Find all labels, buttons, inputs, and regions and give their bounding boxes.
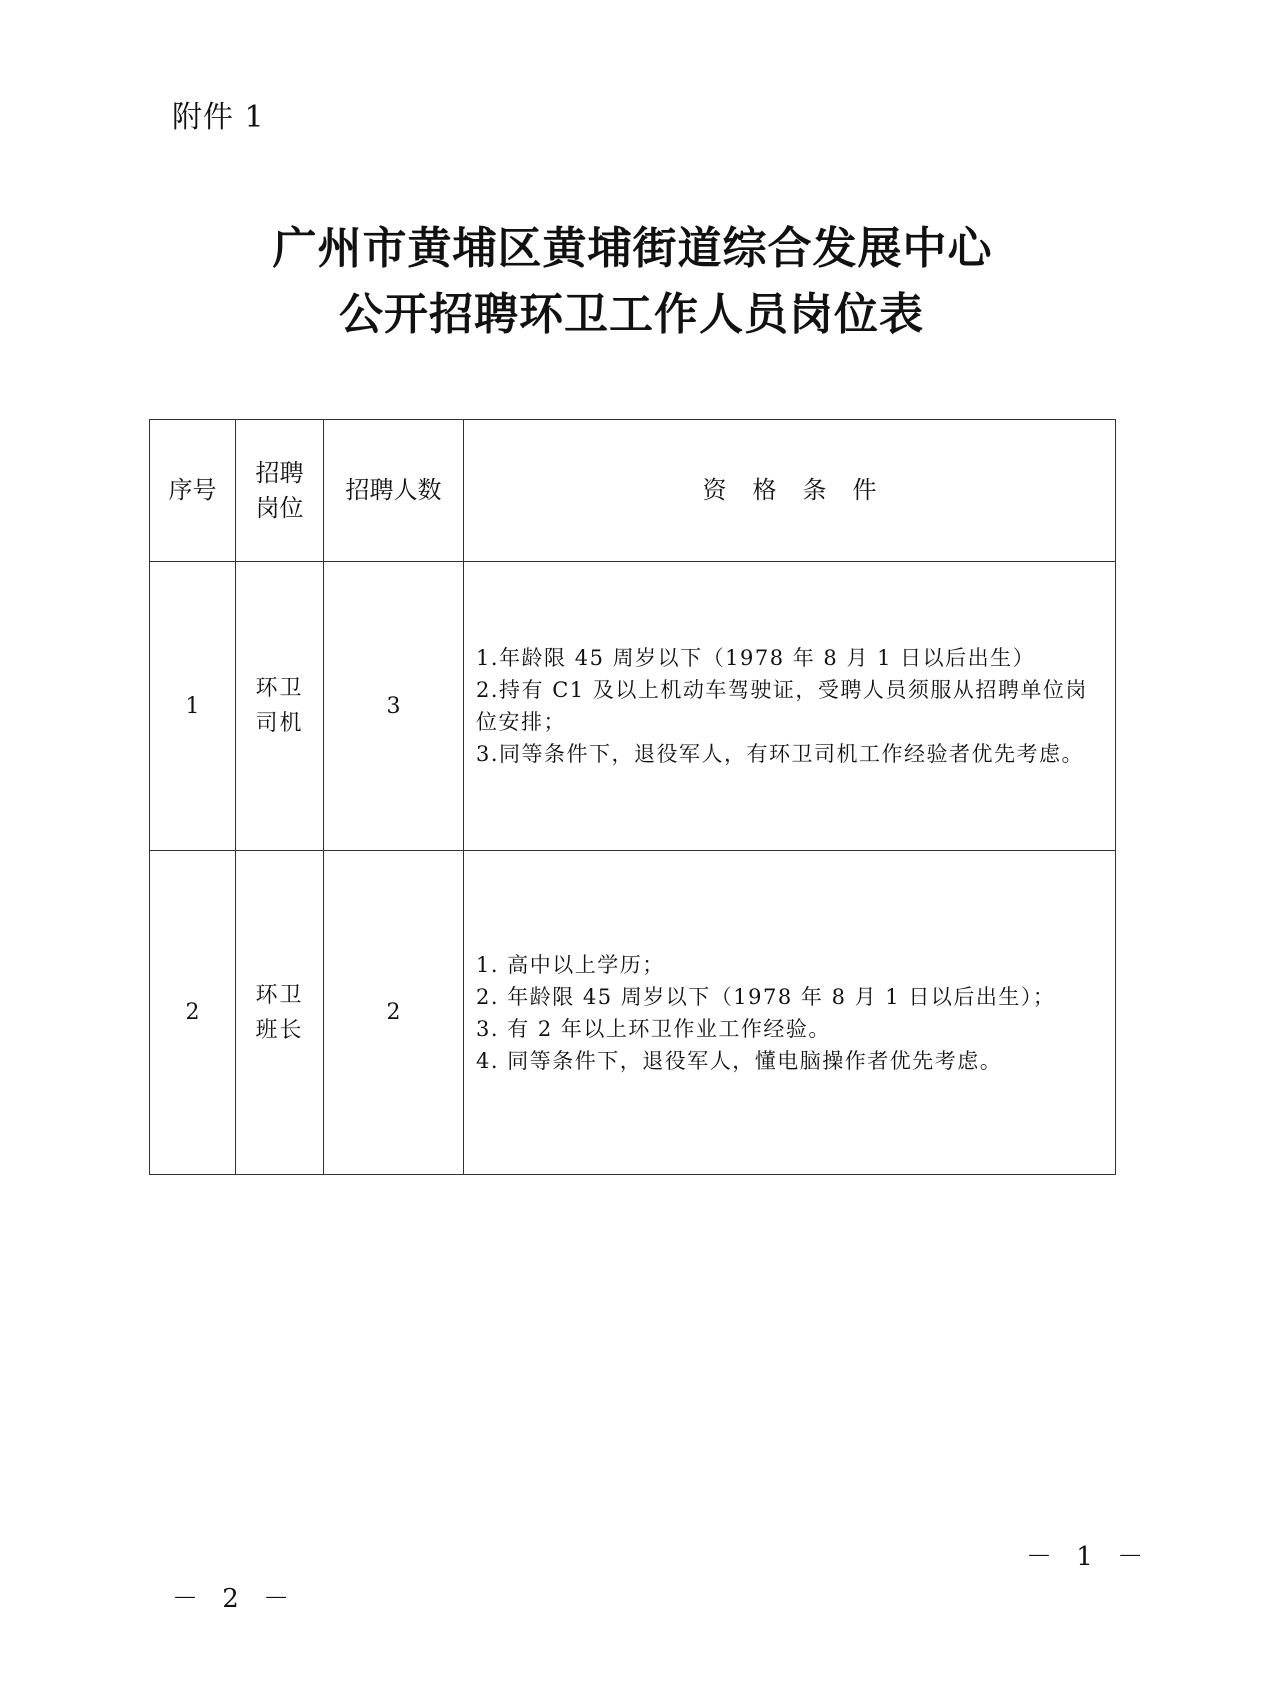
attachment-text: 附件 xyxy=(172,100,234,135)
qualification-item: 3.同等条件下，退役军人，有环卫司机工作经验者优先考虑。 xyxy=(476,742,1085,766)
qualification-item: 2. 年龄限 45 周岁以下（1978 年 8 月 1 日以后出生）； xyxy=(476,984,1056,1009)
row-index: 2 xyxy=(150,851,236,1175)
header-position-line-1: 招聘 xyxy=(255,458,304,487)
positions-table xyxy=(149,419,1116,1175)
qualification-item: 3. 有 2 年以上环卫作业工作经验。 xyxy=(476,1016,831,1041)
row-position-line-1: 环卫 xyxy=(255,982,304,1008)
document-title-line-2: 公开招聘环卫工作人员岗位表 xyxy=(339,289,924,340)
header-position-line-2: 岗位 xyxy=(255,493,304,522)
table-header-row xyxy=(150,420,1116,562)
qualification-item: 4. 同等条件下，退役军人，懂电脑操作者优先考虑。 xyxy=(476,1048,1003,1073)
page-number-left: － 2 － xyxy=(172,1584,298,1614)
header-index: 序号 xyxy=(150,420,236,562)
header-qualifications: 资格条件 xyxy=(464,420,1116,562)
row-position xyxy=(236,851,324,1175)
row-index: 1 xyxy=(150,562,236,851)
header-count: 招聘人数 xyxy=(324,420,464,562)
page-number-right: － 1 － xyxy=(1026,1542,1152,1572)
table-row xyxy=(150,562,1116,851)
qualification-item: 2.持有 C1 及以上机动车驾驶证，受聘人员须服从招聘单位岗位安排； xyxy=(476,678,1088,734)
attachment-label xyxy=(172,92,265,136)
row-qualifications xyxy=(464,851,1116,1175)
row-count: 2 xyxy=(324,851,464,1175)
row-position-line-2: 司机 xyxy=(255,711,304,736)
row-qualifications xyxy=(464,562,1116,851)
header-position xyxy=(236,420,324,562)
qualification-item: 1. 高中以上学历； xyxy=(476,952,665,977)
table-row xyxy=(150,851,1116,1175)
row-position-line-2: 班长 xyxy=(255,1017,304,1043)
attachment-number: 1 xyxy=(244,100,265,135)
row-position xyxy=(236,562,324,851)
document-title-line-1: 广州市黄埔区黄埔街道综合发展中心 xyxy=(272,223,993,274)
qualification-item: 1.年龄限 45 周岁以下（1978 年 8 月 1 日以后出生） xyxy=(476,646,1036,670)
row-position-line-1: 环卫 xyxy=(255,676,304,701)
row-count: 3 xyxy=(324,562,464,851)
